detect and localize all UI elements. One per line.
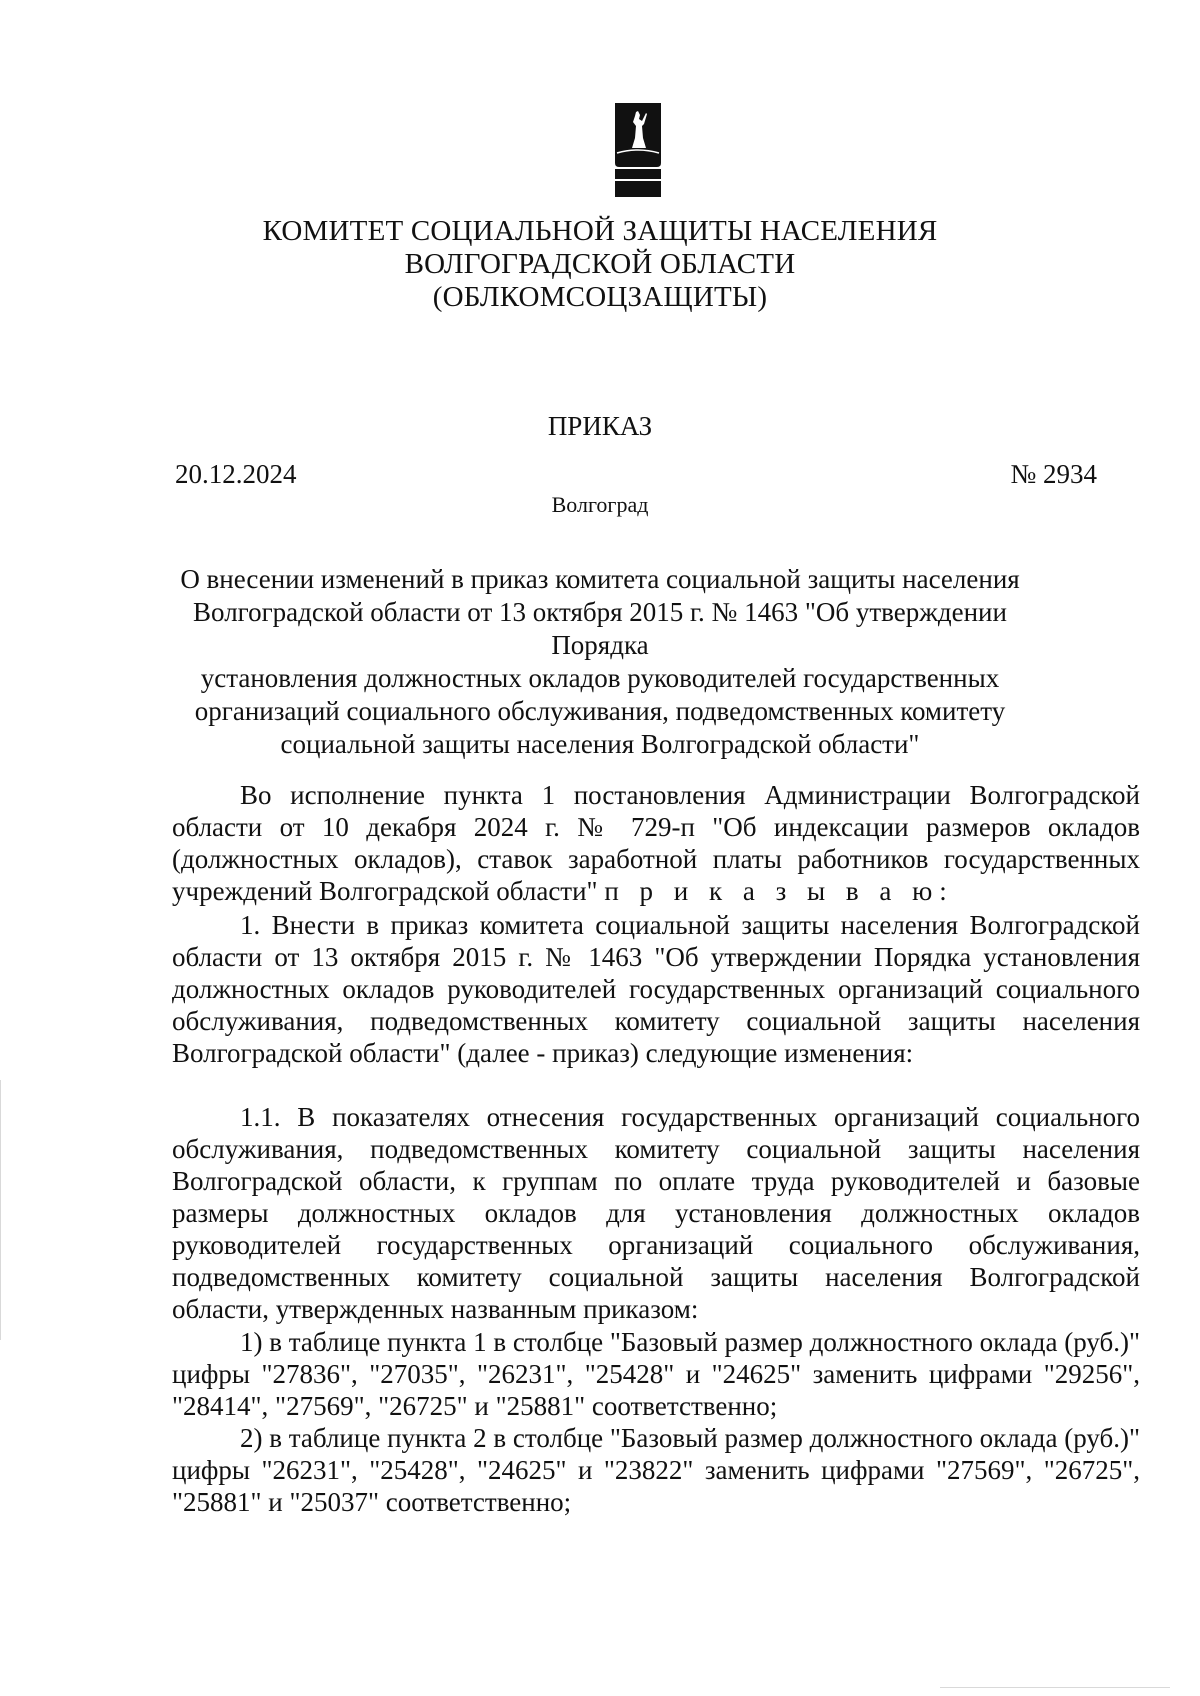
scan-edge-artifact	[940, 1687, 1170, 1688]
sub-2-text: 2) в таблице пункта 2 в столбце "Базовый размер должностного оклада (руб.)" цифры "26231", "25428", "24625" и "23822" заменить цифрами "27569", "26725", "25881" и "25037" соответственно;	[172, 1423, 1140, 1517]
order-number: № 2934	[1010, 459, 1097, 489]
title-line: социальной защиты населения Волгоградской области"	[280, 729, 920, 759]
body-paragraph-item-1-1	[172, 1101, 1140, 1325]
order-title	[160, 563, 1040, 761]
intro-text: Во исполнение пункта 1 постановления Администрации Волгоградской области от 10 декабря 2024 г. № 729-п "Об индексации размеров окладов (должностных окладов), ставок заработной платы работников государственных учреждений Волгоградской области"	[172, 780, 1140, 906]
title-line: О внесении изменений в приказ комитета социальной защиты населения	[180, 564, 1020, 594]
org-name-line-1: КОМИТЕТ СОЦИАЛЬНОЙ ЗАЩИТЫ НАСЕЛЕНИЯ	[262, 215, 938, 247]
item-1-1-text: 1.1. В показателях отнесения государственных организаций социального обслуживания, подведомственных комитету социальной защиты населения Волгоградской области, к группам по оплате труда руководителей и базовые размеры должностных окладов для установления должностных окладов руководителей государственных организаций социального обслуживания, подведомственных комитету социальной защиты населения Волгоградской области, утвержденных названным приказом:	[172, 1102, 1140, 1324]
title-line: организаций социального обслуживания, подведомственных комитету	[194, 696, 1006, 726]
org-name-line-2: ВОЛГОГРАДСКОЙ ОБЛАСТИ	[404, 248, 796, 280]
scan-edge-artifact	[0, 1080, 1, 1340]
order-city: Волгоград	[551, 492, 649, 517]
title-line: Волгоградской области от 13 октября 2015 г. № 1463 "Об утверждении Порядка	[193, 597, 1007, 660]
sub-1-text: 1) в таблице пункта 1 в столбце "Базовый размер должностного оклада (руб.)" цифры "27836", "27035", "26231", "25428" и "24625" заменить цифрами "29256", "28414", "27569", "26725" и "25881" соответственно;	[172, 1327, 1140, 1421]
item-1-text: 1. Внести в приказ комитета социальной защиты населения Волгоградской области от 13 октября 2015 г. № 1463 "Об утверждении Порядка установления должностных окладов руководителей государственных организаций социального обслуживания, подведомственных комитету социальной защиты населения Волгоградской области" (далее - приказ) следующие изменения:	[172, 910, 1140, 1068]
org-name-line-3: (ОБЛКОМСОЦЗАЩИТЫ)	[432, 281, 768, 313]
title-line: установления должностных окладов руководителей государственных	[200, 663, 1000, 693]
document-type: ПРИКАЗ	[547, 411, 653, 441]
intro-verb: п р и к а з ы в а ю:	[604, 876, 954, 906]
body-paragraph-sub-1	[172, 1326, 1140, 1422]
volgograd-coat-of-arms-icon	[613, 101, 663, 199]
body-paragraph-sub-2	[172, 1422, 1140, 1518]
body-paragraph-intro	[172, 779, 1140, 907]
body-paragraph-item-1	[172, 909, 1140, 1069]
order-date: 20.12.2024	[175, 459, 297, 489]
